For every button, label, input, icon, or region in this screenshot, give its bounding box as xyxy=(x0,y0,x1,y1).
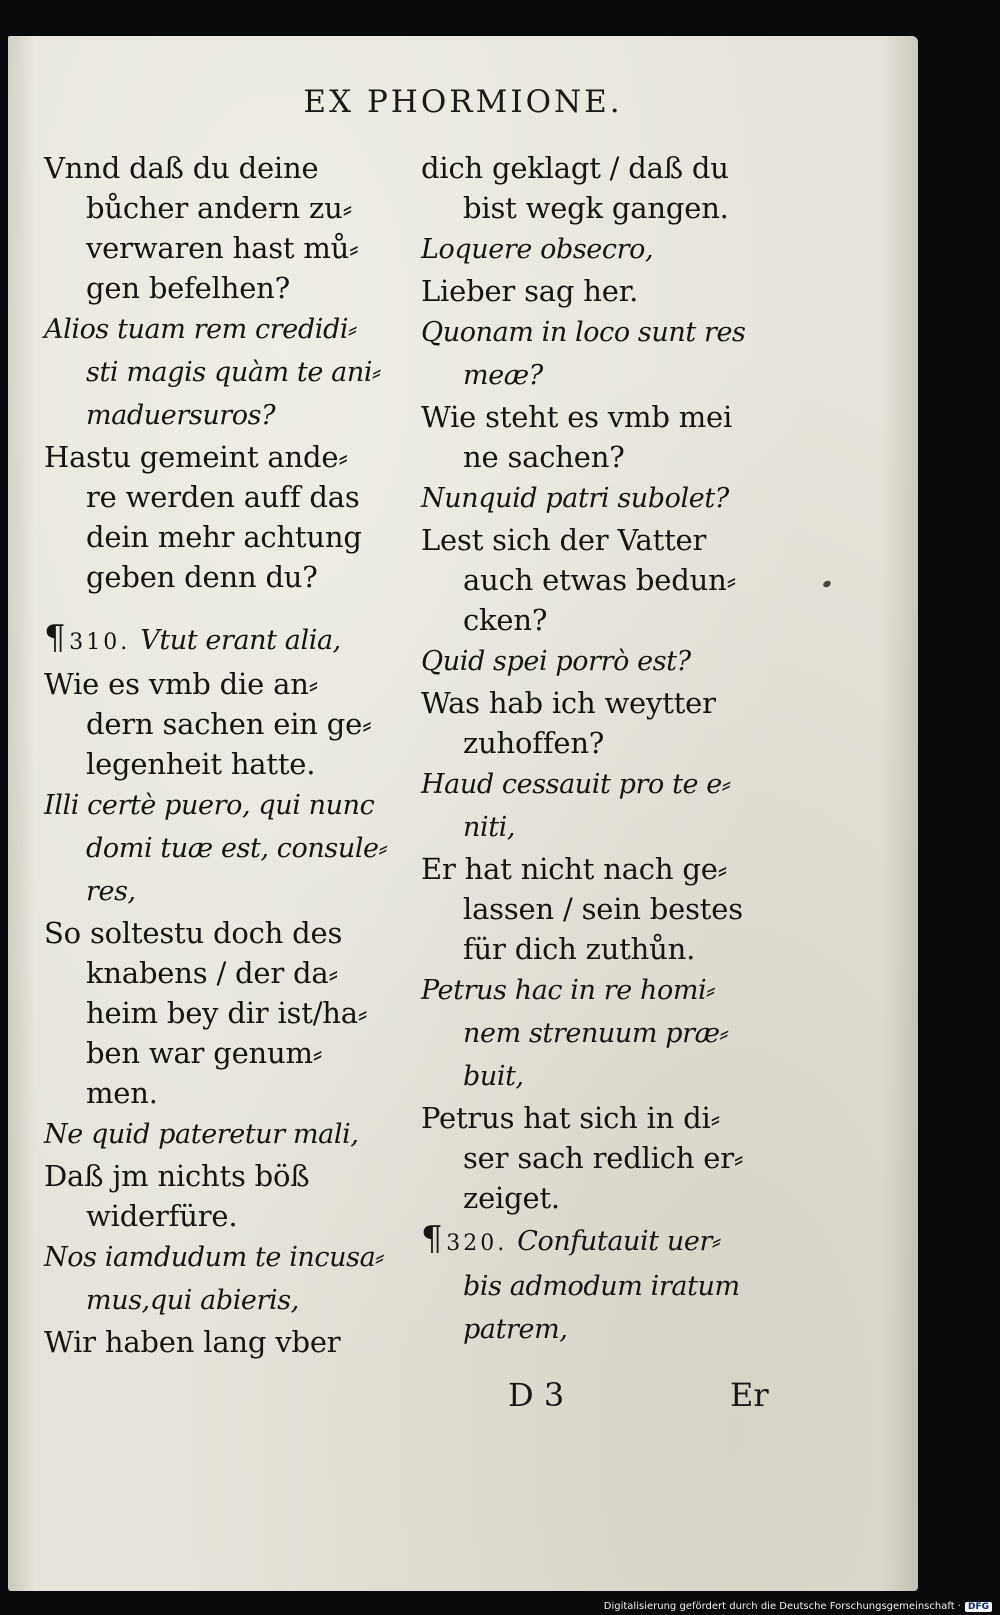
ink-blot xyxy=(822,579,832,588)
text-line xyxy=(44,913,409,953)
latin-phrase xyxy=(421,477,796,520)
latin-phrase xyxy=(421,311,796,397)
text-line xyxy=(44,1279,409,1322)
text-line xyxy=(421,1218,796,1265)
text-line xyxy=(421,1178,796,1218)
latin-phrase xyxy=(44,1236,409,1322)
line-text: meæ? xyxy=(463,360,543,391)
text-line xyxy=(421,1265,796,1308)
line-text: lassen / sein bestes xyxy=(463,892,743,926)
german-translation xyxy=(421,397,796,477)
line-text: heim bey dir ist/ha⸗ xyxy=(86,996,368,1030)
text-line xyxy=(421,889,796,929)
line-text: re werden auff das xyxy=(86,480,360,514)
line-text: niti, xyxy=(463,812,516,843)
latin-phrase xyxy=(44,784,409,913)
page-bottom-edge xyxy=(8,1591,918,1595)
line-text: Hastu gemeint ande⸗ xyxy=(44,440,348,474)
text-line xyxy=(44,1236,409,1279)
line-text: Petrus hat sich in di⸗ xyxy=(421,1101,721,1135)
line-text: nem strenuum præ⸗ xyxy=(463,1018,729,1049)
footer-credit xyxy=(604,1601,992,1612)
line-text: ne sachen? xyxy=(463,440,625,474)
text-line xyxy=(44,744,409,784)
text-line xyxy=(421,228,796,271)
text-line xyxy=(421,929,796,969)
line-text: ben war genum⸗ xyxy=(86,1036,323,1070)
line-text: Daß jm nichts böß xyxy=(44,1159,310,1193)
text-line xyxy=(44,953,409,993)
text-line xyxy=(44,437,409,477)
line-text: Alios tuam rem credidi⸗ xyxy=(44,314,357,345)
line-text: auch etwas bedun⸗ xyxy=(463,563,737,597)
line-text: zeiget. xyxy=(463,1181,560,1215)
pilcrow-mark: ¶ xyxy=(44,618,66,658)
line-text: widerfüre. xyxy=(86,1199,238,1233)
line-text: bist wegk gangen. xyxy=(463,191,729,225)
german-translation xyxy=(44,148,409,308)
right-column xyxy=(421,148,796,1351)
latin-phrase xyxy=(421,640,796,683)
text-line xyxy=(421,397,796,437)
german-translation xyxy=(421,1098,796,1218)
line-text: geben denn du? xyxy=(86,560,318,594)
latin-phrase xyxy=(421,969,796,1098)
text-line xyxy=(44,517,409,557)
text-line xyxy=(421,600,796,640)
line-text: Confutauit uer⸗ xyxy=(517,1226,721,1257)
line-text: für dich zuthůn. xyxy=(463,932,696,966)
german-translation xyxy=(44,664,409,784)
german-translation xyxy=(421,683,796,763)
german-translation xyxy=(421,271,796,311)
text-line xyxy=(421,849,796,889)
line-text: Wie es vmb die an⸗ xyxy=(44,667,319,701)
text-line xyxy=(44,188,409,228)
text-line xyxy=(421,1308,796,1351)
paragraph-gap xyxy=(44,597,409,617)
german-translation xyxy=(44,437,409,597)
text-line xyxy=(421,148,796,188)
line-text: cken? xyxy=(463,603,548,637)
footer-credit-text: Digitalisierung gefördert durch die Deutsche Forschungsgemeinschaft · xyxy=(603,1601,961,1612)
book-page xyxy=(8,36,918,1591)
line-text: maduersuros? xyxy=(86,400,276,431)
line-text: dich geklagt / daß du xyxy=(421,151,729,185)
text-line xyxy=(421,640,796,683)
line-text: Nos iamdudum te incusa⸗ xyxy=(44,1242,384,1273)
latin-phrase xyxy=(421,763,796,849)
line-text: gen befelhen? xyxy=(86,271,290,305)
text-line xyxy=(44,664,409,704)
text-line xyxy=(421,560,796,600)
line-text: men. xyxy=(86,1076,158,1110)
text-line xyxy=(421,271,796,311)
text-line xyxy=(44,704,409,744)
text-line xyxy=(421,969,796,1012)
text-line xyxy=(421,1012,796,1055)
line-text: So soltestu doch des xyxy=(44,916,343,950)
verse-number: 310. xyxy=(69,630,141,655)
line-text: zuhoffen? xyxy=(463,726,605,760)
line-text: domi tuæ est, consule⸗ xyxy=(86,833,388,864)
pilcrow-mark: ¶ xyxy=(421,1219,443,1259)
latin-phrase xyxy=(44,617,409,664)
text-line xyxy=(44,1113,409,1156)
line-text: Lieber sag her. xyxy=(421,274,639,308)
line-text: dern sachen ein ge⸗ xyxy=(86,707,372,741)
text-line xyxy=(421,311,796,354)
line-text: Lest sich der Vatter xyxy=(421,523,707,557)
line-text: Quonam in loco sunt res xyxy=(421,317,746,348)
german-translation xyxy=(421,849,796,969)
latin-phrase xyxy=(44,308,409,437)
text-line xyxy=(44,228,409,268)
german-translation xyxy=(44,913,409,1113)
line-text: Wie steht es vmb mei xyxy=(421,400,733,434)
line-text: sti magis quàm te ani⸗ xyxy=(86,357,381,388)
text-line xyxy=(421,723,796,763)
text-line xyxy=(44,557,409,597)
line-text: Ne quid pateretur mali, xyxy=(44,1119,359,1150)
text-line xyxy=(44,784,409,827)
text-line xyxy=(44,1322,409,1362)
line-text: patrem, xyxy=(463,1314,568,1345)
text-line xyxy=(421,1055,796,1098)
text-line xyxy=(421,683,796,723)
text-line xyxy=(44,351,409,394)
line-text: Loquere obsecro, xyxy=(421,234,654,265)
text-line xyxy=(44,1196,409,1236)
line-text: mus,qui abieris, xyxy=(86,1285,299,1316)
line-text: knabens / der da⸗ xyxy=(86,956,338,990)
line-text: verwaren hast mů⸗ xyxy=(86,231,359,265)
line-text: Nunquid patri subolet? xyxy=(421,483,729,514)
text-line xyxy=(421,1138,796,1178)
line-text: Was hab ich weytter xyxy=(421,686,716,720)
text-line xyxy=(421,806,796,849)
text-line xyxy=(421,520,796,560)
latin-phrase xyxy=(44,1113,409,1156)
latin-phrase xyxy=(421,1218,796,1351)
line-text: bis admodum iratum xyxy=(463,1271,740,1302)
text-line xyxy=(44,993,409,1033)
line-text: Er hat nicht nach ge⸗ xyxy=(421,852,728,886)
german-translation xyxy=(421,520,796,640)
text-line xyxy=(44,148,409,188)
line-text: res, xyxy=(86,876,136,907)
line-text: Illi certè puero, qui nunc xyxy=(44,790,375,821)
line-text: Vnnd daß du deine xyxy=(44,151,319,185)
verse-number: 320. xyxy=(446,1231,518,1256)
text-line xyxy=(421,477,796,520)
latin-phrase xyxy=(421,228,796,271)
dfg-logo: DFG xyxy=(965,1602,992,1612)
running-head: EX PHORMIONE. xyxy=(303,84,623,120)
line-text: Quid spei porrò est? xyxy=(421,646,691,677)
line-text: Haud cessauit pro te e⸗ xyxy=(421,769,731,800)
text-line xyxy=(421,1098,796,1138)
line-text: Wir haben lang vber xyxy=(44,1325,341,1359)
text-line xyxy=(44,1073,409,1113)
text-line xyxy=(44,827,409,870)
left-column xyxy=(44,148,409,1362)
text-line xyxy=(421,354,796,397)
line-text: ser sach redlich er⸗ xyxy=(463,1141,744,1175)
german-translation xyxy=(44,1322,409,1362)
text-line xyxy=(44,268,409,308)
text-line xyxy=(421,188,796,228)
text-line xyxy=(421,437,796,477)
line-text: dein mehr achtung xyxy=(86,520,362,554)
text-line xyxy=(44,1156,409,1196)
line-text: legenheit hatte. xyxy=(86,747,316,781)
signature-mark: D 3 xyxy=(508,1376,565,1414)
german-translation xyxy=(44,1156,409,1236)
text-line xyxy=(44,394,409,437)
text-line xyxy=(44,308,409,351)
text-line xyxy=(44,617,409,664)
text-line xyxy=(421,763,796,806)
text-line xyxy=(44,1033,409,1073)
line-text: Vtut erant alia, xyxy=(140,625,341,656)
german-translation xyxy=(421,148,796,228)
line-text: bůcher andern zu⸗ xyxy=(86,191,353,225)
text-line xyxy=(44,477,409,517)
line-text: Petrus hac in re homi⸗ xyxy=(421,975,715,1006)
line-text: buit, xyxy=(463,1061,524,1092)
catchword: Er xyxy=(730,1376,769,1414)
text-line xyxy=(44,870,409,913)
